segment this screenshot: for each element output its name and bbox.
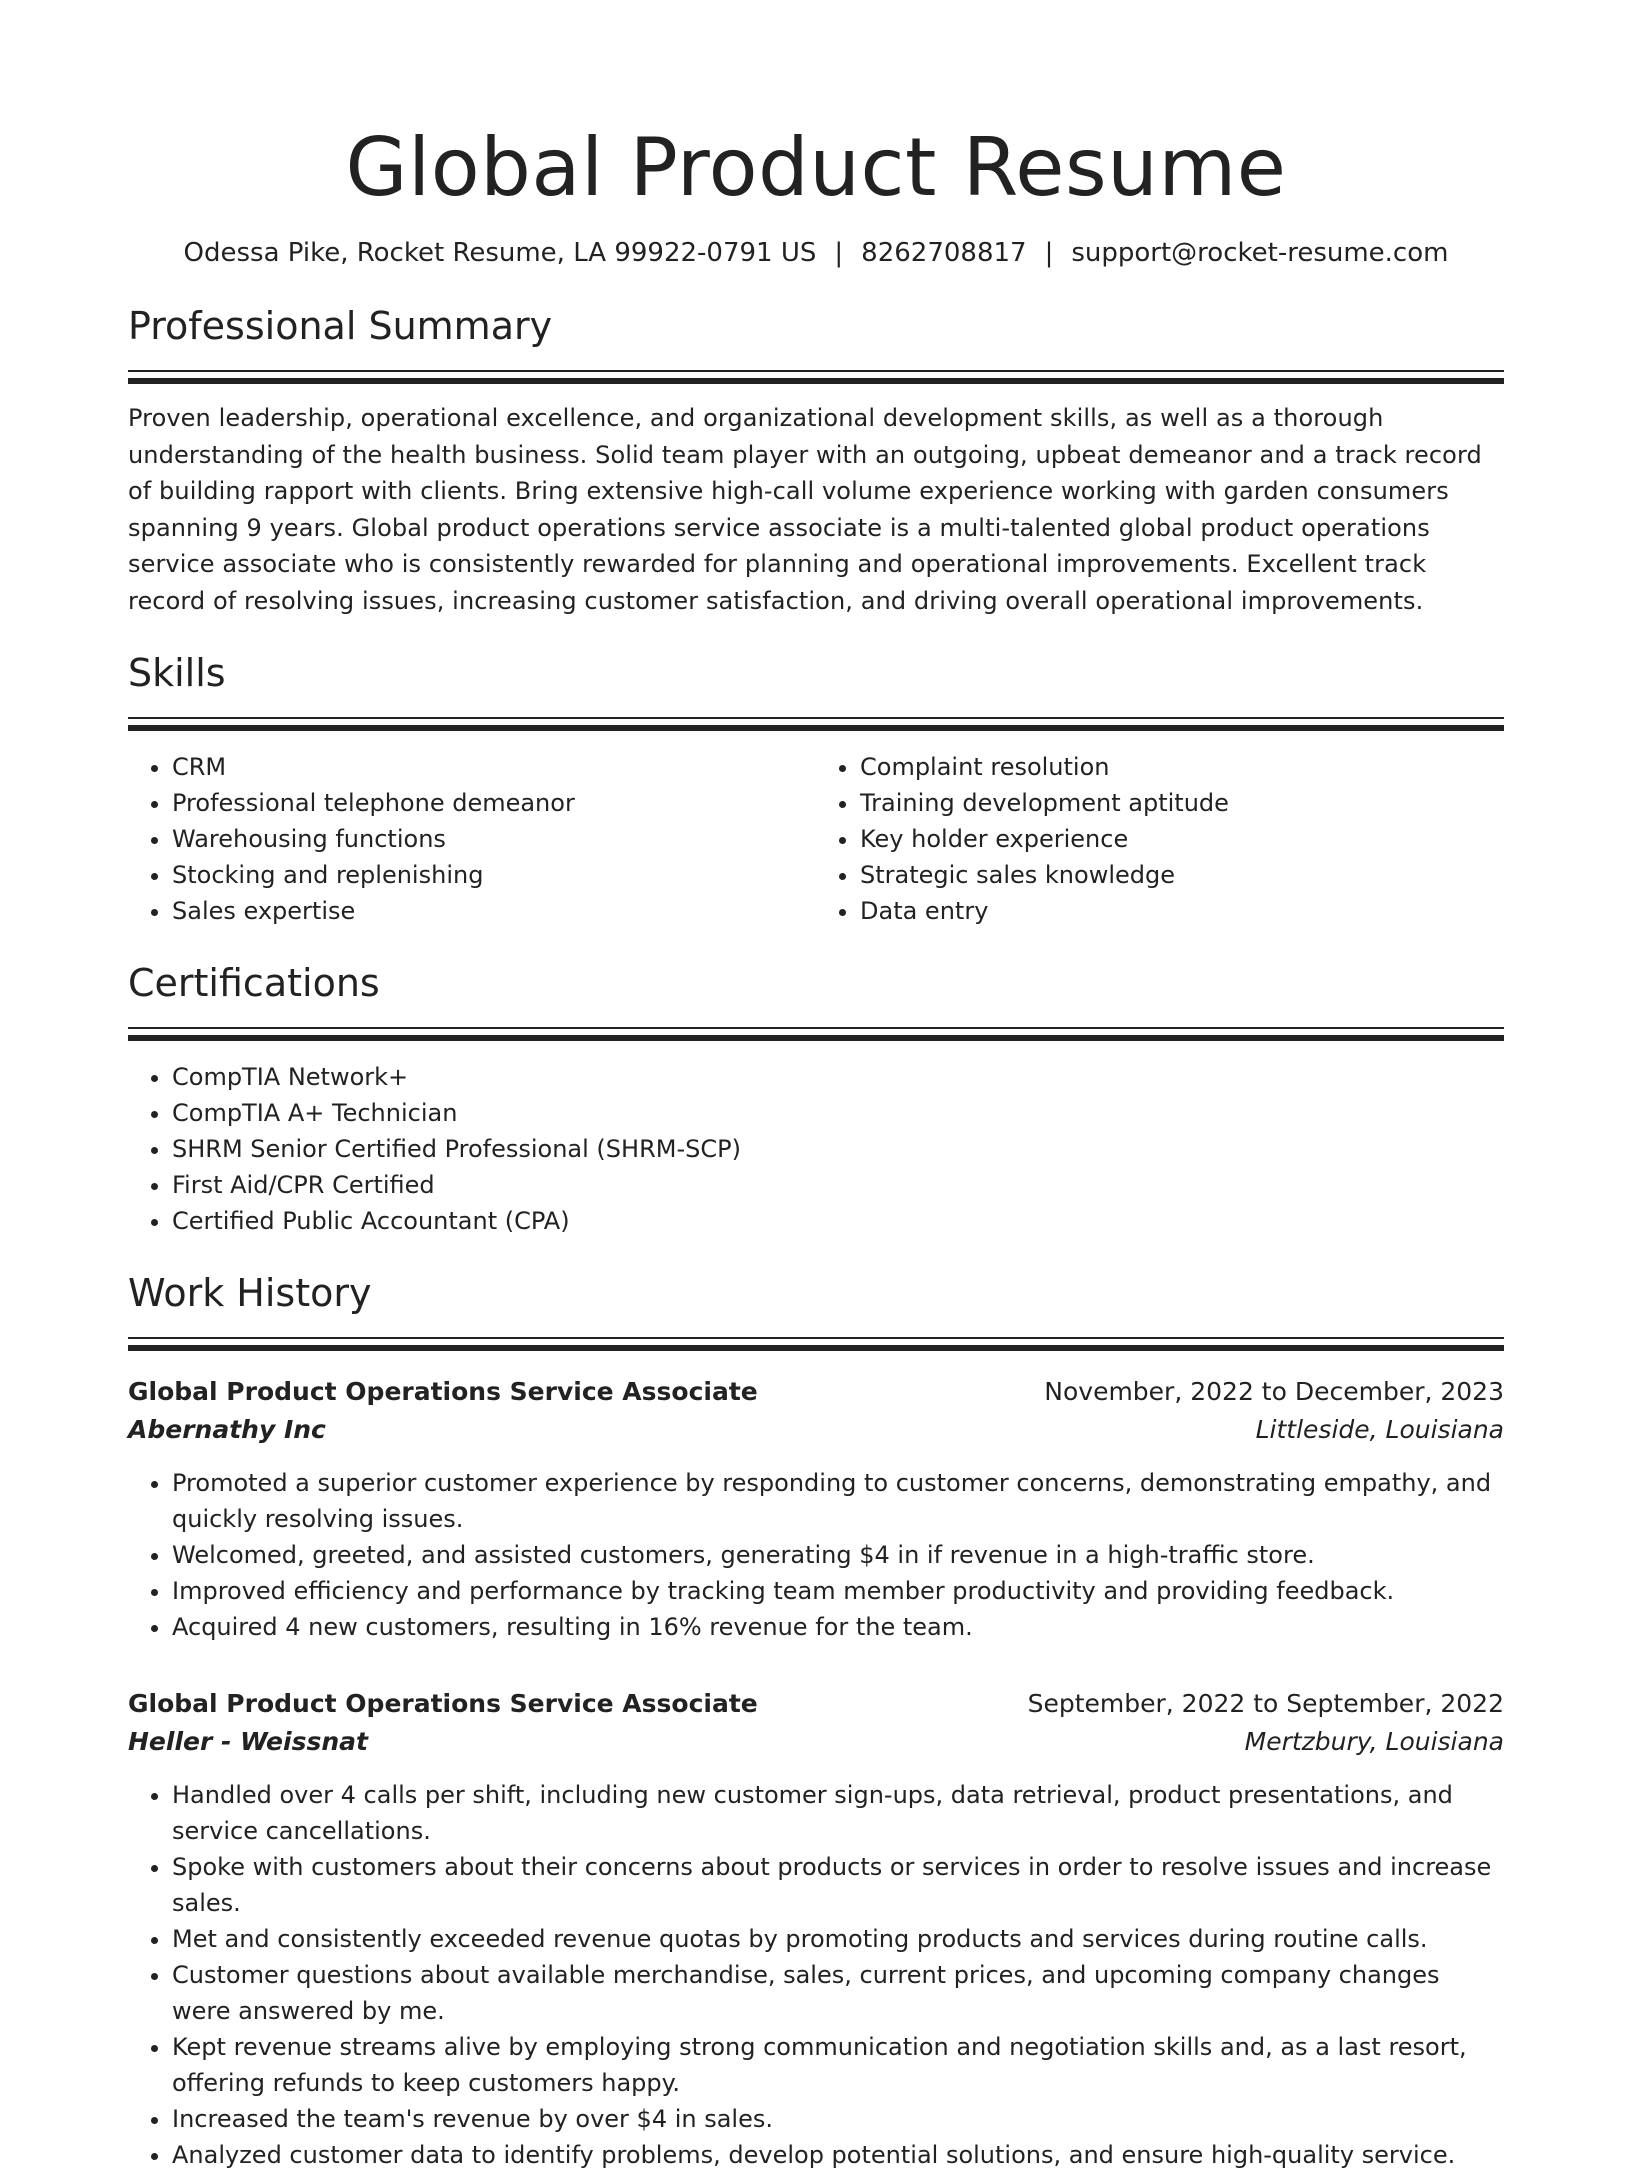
job-bullet: • Increased the team's revenue by over $4 in sales. [172,2101,1504,2137]
job-bullet: • Welcomed, greeted, and assisted customers, generating $4 in if revenue in a high-traffic store. [172,1537,1504,1573]
work-history-section [128,1269,1504,2173]
certifications-list [128,1059,1504,1239]
job-dates: September, 2022 to September, 2022 [1027,1689,1504,1718]
certifications-heading: Certifications [128,961,380,1005]
job-bullets [128,1465,1504,1645]
skill-item: • Complaint resolution [860,749,1504,785]
certification-item: • Certified Public Accountant (CPA) [172,1203,1504,1239]
summary-heading: Professional Summary [128,304,553,348]
job-bullet: • Kept revenue streams alive by employing strong communication and negotiation skills and, as a last resort, offering refunds to keep customers happy. [172,2029,1504,2101]
job-bullet: • Spoke with customers about their concerns about products or services in order to resolve issues and increase sales. [172,1849,1504,1921]
job-bullet: • Met and consistently exceeded revenue quotas by promoting products and services during routine calls. [172,1921,1504,1957]
job-header-row [128,1685,1504,1723]
skills-columns [128,749,1504,929]
contact-separator: | [834,238,844,268]
contact-phone: 8262708817 [861,238,1027,268]
section-divider [128,717,1504,719]
job-bullets [128,1777,1504,2173]
job-entry [128,1685,1504,2173]
job-bullet: • Promoted a superior customer experience by responding to customer concerns, demonstrating empathy, and quickly resolving issues. [172,1465,1504,1537]
job-title: Global Product Operations Service Associate [128,1377,758,1406]
section-divider-thick [128,1035,1504,1041]
skill-item: • Key holder experience [860,821,1504,857]
skill-item: • Sales expertise [172,893,816,929]
contact-separator: | [1044,238,1054,268]
job-bullet: • Handled over 4 calls per shift, including new customer sign-ups, data retrieval, product presentations, and service cancellations. [172,1777,1504,1849]
work-history-heading: Work History [128,1271,372,1315]
certification-item: • CompTIA Network+ [172,1059,1504,1095]
section-divider-thick [128,378,1504,384]
job-dates: November, 2022 to December, 2023 [1044,1377,1504,1406]
summary-section [128,302,1504,619]
skills-list-right [816,749,1504,929]
skill-item: • Professional telephone demeanor [172,785,816,821]
certification-item: • SHRM Senior Certified Professional (SHRM-SCP) [172,1131,1504,1167]
skill-item: • Data entry [860,893,1504,929]
skill-item: • CRM [172,749,816,785]
job-company: Abernathy Inc [128,1415,326,1444]
skill-item: • Stocking and replenishing [172,857,816,893]
summary-text: Proven leadership, operational excellence, and organizational development skills, as well as a thorough understanding of the health business. Solid team player with an outgoing, upbeat demeanor and a track record of building rapport with clients. Bring extensive high-call volume experience working with garden consumers spanning 9 years. Global product operations service associate is a multi-talented global product operations service associate who is consistently rewarded for planning and operational improvements. Excellent track record of resolving issues, increasing customer satisfaction, and driving overall operational improvements. [128,404,1482,615]
section-divider [128,370,1504,372]
section-divider-thick [128,1345,1504,1351]
job-header-row [128,1373,1504,1411]
job-bullet: • Analyzed customer data to identify problems, develop potential solutions, and ensure high-quality service. [172,2137,1504,2173]
certification-item: • CompTIA A+ Technician [172,1095,1504,1131]
certifications-section [128,959,1504,1239]
section-divider [128,1027,1504,1029]
skills-list-left [128,749,816,929]
contact-line [128,236,1504,270]
job-company: Heller - Weissnat [128,1727,368,1756]
resume-title: Global Product Resume [345,121,1287,214]
skills-section [128,649,1504,929]
job-company-row [128,1723,1504,1761]
resume-page [128,0,1504,2173]
skill-item: • Training development aptitude [860,785,1504,821]
skill-item: • Strategic sales knowledge [860,857,1504,893]
contact-email: support@rocket-resume.com [1071,238,1449,268]
job-bullet: • Customer questions about available merchandise, sales, current prices, and upcoming company changes were answered by me. [172,1957,1504,2029]
job-location: Mertzbury, Louisiana [1244,1727,1504,1756]
job-title: Global Product Operations Service Associate [128,1689,758,1718]
contact-address: Odessa Pike, Rocket Resume, LA 99922-0791 US [183,238,817,268]
job-bullet: • Improved efficiency and performance by tracking team member productivity and providing feedback. [172,1573,1504,1609]
job-entry [128,1373,1504,1645]
job-bullet: • Acquired 4 new customers, resulting in 16% revenue for the team. [172,1609,1504,1645]
job-company-row [128,1411,1504,1449]
certification-item: • First Aid/CPR Certified [172,1167,1504,1203]
job-location: Littleside, Louisiana [1255,1415,1504,1444]
section-divider-thick [128,725,1504,731]
section-divider [128,1337,1504,1339]
skill-item: • Warehousing functions [172,821,816,857]
skills-heading: Skills [128,651,226,695]
